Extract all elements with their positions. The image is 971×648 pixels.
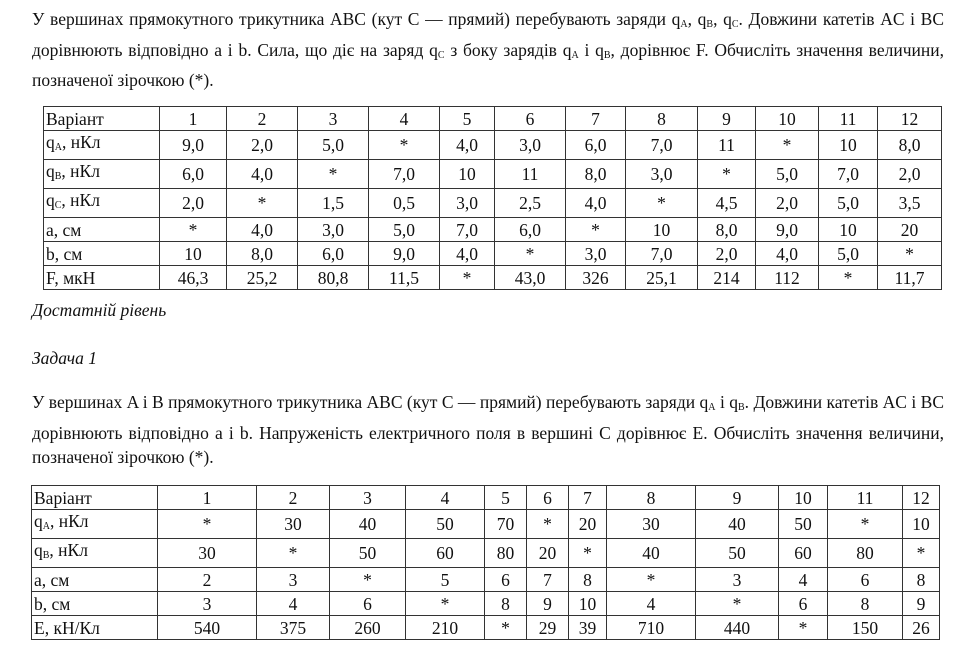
variant-number-cell: 2 [257,486,330,510]
table-row [44,131,942,160]
table-row [44,242,942,266]
value-cell: 80 [828,539,903,568]
value-cell: 10 [819,218,878,242]
value-cell: * [160,218,227,242]
value-cell: 2,5 [495,189,566,218]
value-cell: 3,0 [440,189,495,218]
value-cell: 5,0 [298,131,369,160]
row-label-cell [44,266,160,290]
value-cell: 70 [485,510,527,539]
variant-number-cell: 9 [698,107,756,131]
variant-number-cell: 11 [828,486,903,510]
subscript: B [706,19,714,30]
row-label-main: b, см [34,593,71,614]
value-cell: 40 [330,510,406,539]
problem-text-part: , дорівнює F. Обчисліть значення величини, позначеної зірочкою (*). [32,39,944,90]
problem-text-part: і q [715,392,738,412]
value-cell: 2,0 [227,131,298,160]
value-cell: 6 [828,568,903,592]
row-label-main: E, кН/Кл [34,617,100,638]
value-cell: * [607,568,696,592]
value-cell: 4,0 [756,242,819,266]
value-cell: 10 [626,218,698,242]
problem-text-part: , q [687,9,707,29]
value-cell: 50 [330,539,406,568]
value-cell: * [158,510,257,539]
value-cell: 7,0 [819,160,878,189]
value-cell: 7 [527,568,569,592]
value-cell: 5 [406,568,485,592]
value-cell: 3,0 [626,160,698,189]
value-cell: * [330,568,406,592]
value-cell: 30 [257,510,330,539]
data-table-forces [43,106,942,290]
value-cell: 9 [527,592,569,616]
subscript: B [603,49,611,61]
value-cell: 6,0 [495,218,566,242]
value-cell: * [779,616,828,640]
value-cell: 8 [569,568,607,592]
value-cell: * [878,242,942,266]
variant-number-cell: 8 [626,107,698,131]
row-label-main: q [46,190,55,210]
value-cell: 43,0 [495,266,566,290]
problem-text-part: . Довжини катетів AC і BC дорівнюють відповідно a і b. Сила, що діє на заряд q [32,9,945,60]
row-label-cell [32,539,158,568]
variant-number-cell: 2 [227,107,298,131]
value-cell: 11 [698,131,756,160]
row-label-main: a, см [46,219,82,240]
problem-text-previous [32,7,944,93]
subscript: B [737,402,745,413]
value-cell: 6 [485,568,527,592]
value-cell: 4 [257,592,330,616]
problem-text [32,390,944,470]
row-label-cell [44,160,160,189]
row-label-subscript: A [54,142,62,153]
value-cell: 60 [779,539,828,568]
row-label-main: q [46,132,55,152]
variant-number-cell: 3 [298,107,369,131]
row-label-unit: , нКл [61,161,100,181]
value-cell: 112 [756,266,819,290]
row-label-subscript: A [42,521,50,532]
value-cell: * [495,242,566,266]
table-row [32,592,940,616]
variant-number-cell: 8 [607,486,696,510]
value-cell: 0,5 [369,189,440,218]
value-cell: * [819,266,878,290]
value-cell: 8,0 [227,242,298,266]
value-cell: 25,1 [626,266,698,290]
row-label-cell [44,218,160,242]
value-cell: 8 [903,568,940,592]
variant-number-cell: 5 [485,486,527,510]
value-cell: 8,0 [698,218,756,242]
value-cell: 9,0 [756,218,819,242]
row-label-main: q [34,540,43,560]
variant-number-cell: 4 [369,107,440,131]
row-label-subscript: B [54,171,62,182]
value-cell: 260 [330,616,406,640]
section-heading: Достатній рівень [32,300,167,320]
row-label-main: F, мкН [46,267,96,288]
variant-number-cell: 7 [566,107,626,131]
value-cell: 3 [696,568,779,592]
value-cell: 39 [569,616,607,640]
variant-number-cell: 7 [569,486,607,510]
value-cell: 540 [158,616,257,640]
row-label-main: b, см [46,243,83,264]
row-label-unit: , нКл [49,511,89,531]
value-cell: 3,0 [495,131,566,160]
table-row [44,189,942,218]
value-cell: 26 [903,616,940,640]
value-cell: 2,0 [160,189,227,218]
header-label-cell: Варіант [32,486,158,510]
value-cell: 6,0 [160,160,227,189]
table-header-row [44,107,942,131]
subscript: A [708,402,716,413]
row-label-cell [44,189,160,218]
variant-number-cell: 4 [406,486,485,510]
variant-number-cell: 1 [160,107,227,131]
value-cell: 11,5 [369,266,440,290]
variant-number-cell: 12 [903,486,940,510]
value-cell: 11 [495,160,566,189]
problem-text-part: і q [578,39,604,60]
table-header-row [32,486,940,510]
value-cell: 10 [440,160,495,189]
variant-number-cell: 3 [330,486,406,510]
value-cell: 80,8 [298,266,369,290]
row-label-cell [32,592,158,616]
value-cell: 5,0 [819,242,878,266]
value-cell: 326 [566,266,626,290]
value-cell: 3 [158,592,257,616]
value-cell: 5,0 [369,218,440,242]
value-cell: 3,0 [298,218,369,242]
value-cell: 10 [569,592,607,616]
row-label-main: q [34,511,43,531]
value-cell: 210 [406,616,485,640]
value-cell: * [257,539,330,568]
value-cell: * [527,510,569,539]
value-cell: 30 [607,510,696,539]
value-cell: 40 [696,510,779,539]
value-cell: 7,0 [626,242,698,266]
value-cell: 4 [779,568,828,592]
table-row [44,266,942,290]
value-cell: * [440,266,495,290]
table-row [32,539,940,568]
value-cell: 8 [485,592,527,616]
value-cell: 30 [158,539,257,568]
value-cell: 4 [607,592,696,616]
variant-number-cell: 9 [696,486,779,510]
value-cell: * [566,218,626,242]
table-row [32,510,940,539]
value-cell: 6 [330,592,406,616]
value-cell: 9 [903,592,940,616]
value-cell: 5,0 [819,189,878,218]
value-cell: * [406,592,485,616]
variant-number-cell: 1 [158,486,257,510]
value-cell: 214 [698,266,756,290]
value-cell: 6,0 [566,131,626,160]
value-cell: * [298,160,369,189]
value-cell: * [485,616,527,640]
value-cell: 40 [607,539,696,568]
value-cell: * [828,510,903,539]
value-cell: * [369,131,440,160]
value-cell: 150 [828,616,903,640]
value-cell: 7,0 [626,131,698,160]
row-label-cell [32,568,158,592]
subscript: A [571,49,579,61]
value-cell: 2,0 [878,160,942,189]
variant-number-cell: 5 [440,107,495,131]
row-label-cell [32,616,158,640]
value-cell: 20 [569,510,607,539]
variant-number-cell: 10 [756,107,819,131]
value-cell: 440 [696,616,779,640]
row-label-subscript: B [42,550,50,561]
value-cell: 3,5 [878,189,942,218]
value-cell: 8 [828,592,903,616]
value-cell: * [696,592,779,616]
value-cell: 46,3 [160,266,227,290]
value-cell: 20 [527,539,569,568]
value-cell: * [903,539,940,568]
value-cell: 50 [406,510,485,539]
value-cell: 20 [878,218,942,242]
value-cell: 50 [696,539,779,568]
value-cell: 1,5 [298,189,369,218]
value-cell: * [756,131,819,160]
value-cell: 7,0 [440,218,495,242]
variant-number-cell: 10 [779,486,828,510]
value-cell: 10 [819,131,878,160]
value-cell: 9,0 [160,131,227,160]
row-label-cell [44,131,160,160]
row-label-unit: , нКл [49,540,88,560]
value-cell: 3,0 [566,242,626,266]
data-table-field [31,485,940,640]
value-cell: 80 [485,539,527,568]
value-cell: 2,0 [756,189,819,218]
value-cell: 60 [406,539,485,568]
value-cell: 7,0 [369,160,440,189]
problem-text-part: з боку зарядів q [444,39,572,60]
task-heading: Задача 1 [32,348,98,368]
row-label-main: q [46,161,55,181]
row-label-unit: , нКл [61,190,100,210]
subscript: C [437,49,445,61]
value-cell: 4,0 [227,218,298,242]
variant-number-cell: 12 [878,107,942,131]
value-cell: 2,0 [698,242,756,266]
value-cell: 8,0 [878,131,942,160]
value-cell: * [569,539,607,568]
table-row [44,160,942,189]
value-cell: 2 [158,568,257,592]
value-cell: 5,0 [756,160,819,189]
problem-text-part: У вершинах прямокутного трикутника ABC (кут C — прямий) перебувають заряди q [32,9,681,29]
value-cell: 4,5 [698,189,756,218]
variant-number-cell: 6 [527,486,569,510]
problem-text-part: , q [713,9,732,29]
problem-text-part: У вершинах A і B прямокутного трикутника ABC (кут C — прямий) перебувають заряди q [32,392,709,412]
row-label-unit: , нКл [61,132,101,152]
value-cell: 710 [607,616,696,640]
row-label-main: a, см [34,569,70,590]
row-label-subscript: C [54,200,62,211]
value-cell: 29 [527,616,569,640]
value-cell: 4,0 [440,242,495,266]
variant-number-cell: 6 [495,107,566,131]
value-cell: 10 [903,510,940,539]
value-cell: 9,0 [369,242,440,266]
value-cell: 6 [779,592,828,616]
header-label-cell: Варіант [44,107,160,131]
value-cell: 4,0 [440,131,495,160]
row-label-cell [44,242,160,266]
value-cell: 4,0 [227,160,298,189]
value-cell: 4,0 [566,189,626,218]
variant-number-cell: 11 [819,107,878,131]
value-cell: 10 [160,242,227,266]
value-cell: * [626,189,698,218]
row-label-cell [32,510,158,539]
problem-text-part: . Довжини катетів AC і BC дорівнюють відповідно a і b. Напруженість електричного поля в вершині C дорівнює E. Обчисліть значення величини, позначеної зірочкою (*). [32,392,945,467]
subscript: A [680,19,688,30]
value-cell: 25,2 [227,266,298,290]
subscript: C [731,19,739,30]
value-cell: 50 [779,510,828,539]
value-cell: * [227,189,298,218]
table-row [32,616,940,640]
value-cell: * [698,160,756,189]
value-cell: 6,0 [298,242,369,266]
value-cell: 375 [257,616,330,640]
table-row [44,218,942,242]
value-cell: 8,0 [566,160,626,189]
table-row [32,568,940,592]
value-cell: 11,7 [878,266,942,290]
value-cell: 3 [257,568,330,592]
